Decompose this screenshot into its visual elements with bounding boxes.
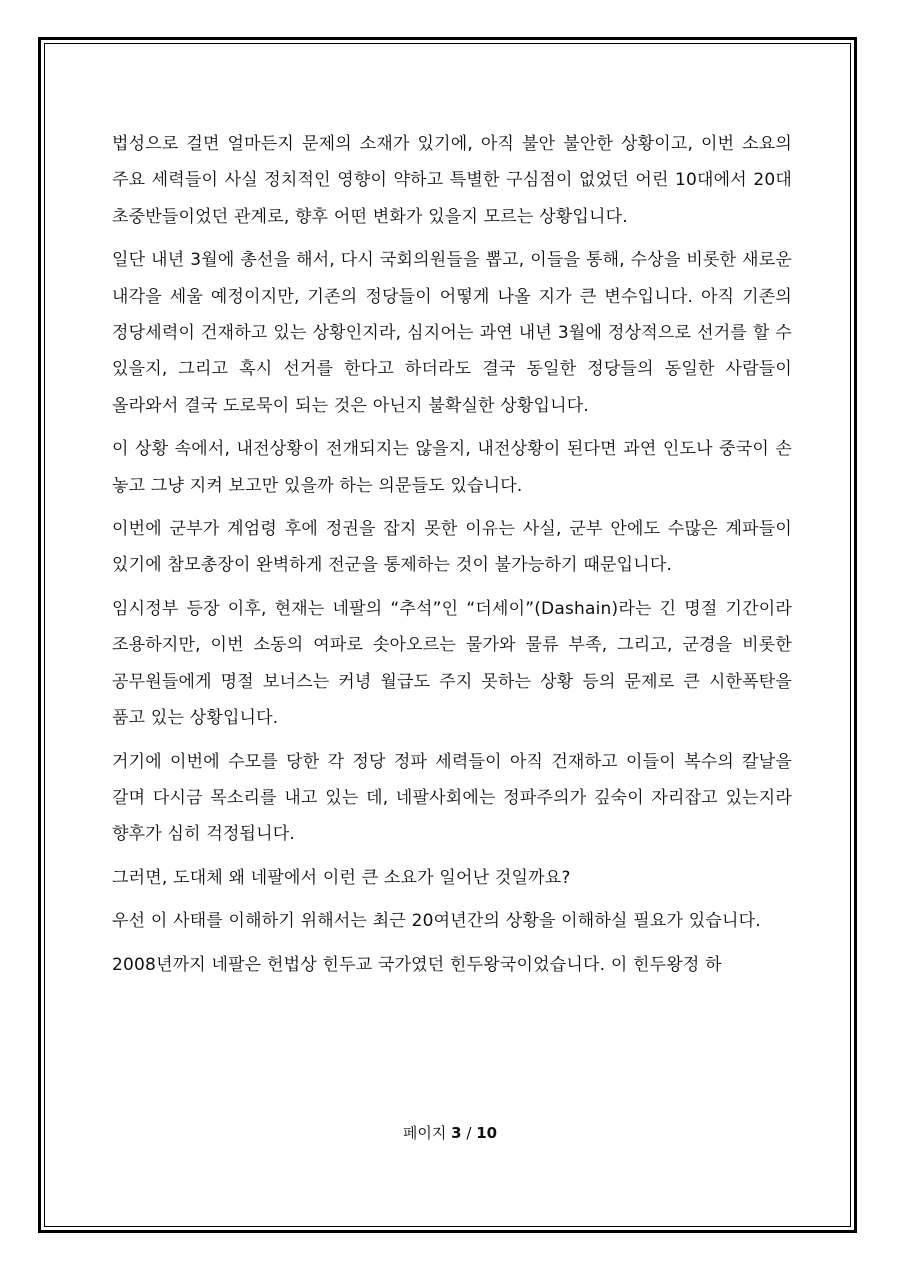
paragraph: 이번에 군부가 계엄령 후에 정권을 잡지 못한 이유는 사실, 군부 안에도 수많은 계파들이 있기에 참모총장이 완벽하게 전군을 통제하는 것이 불가능하기 때문입니다.: [112, 519, 792, 576]
page-number-total: 10: [476, 1124, 498, 1142]
paragraph: 그러면, 도대체 왜 네팔에서 이런 큰 소요가 일어난 것일까요?: [112, 867, 571, 888]
paragraph: 일단 내년 3월에 총선을 해서, 다시 국회의원들을 뽑고, 이들을 통해, 수상을 비롯한 새로운 내각을 세울 예정이지만, 기존의 정당들이 어떻게 나올 지가 큰 변수입니다. 아직 기존의 정당세력이 건재하고 있는 상황인지라, 심지어는 과연 내년 3월에 정상적으로 선거를 할 수 있을지, 그리고 혹시 선거를 한다고 하더라도 결국 동일한 정당들의 동일한 사람들이 올라와서 결국 도로묵이 되는 것은 아닌지 불확실한 상황입니다.: [112, 250, 792, 416]
paragraph: 거기에 이번에 수모를 당한 각 정당 정파 세력들이 아직 건재하고 이들이 복수의 칼날을 갈며 다시금 목소리를 내고 있는 데, 네팔사회에는 정파주의가 깊숙이 자리잡고 있는지라 향후가 심히 걱정됩니다.: [112, 751, 792, 845]
document-body: [112, 126, 792, 990]
paragraph: 2008년까지 네팔은 헌법상 힌두교 국가였던 힌두왕국이었습니다. 이 힌두왕정 하: [112, 954, 722, 975]
paragraph: 법성으로 걸면 얼마든지 문제의 소재가 있기에, 아직 불안 불안한 상황이고, 이번 소요의 주요 세력들이 사실 정치적인 영향이 약하고 특별한 구심점이 없었던 어린 10대에서 20대 초중반들이었던 관계로, 향후 어떤 변화가 있을지 모르는 상황입니다.: [112, 134, 792, 227]
page-number-prefix: 페이지: [402, 1124, 447, 1142]
page-number: [0, 1122, 900, 1143]
page-number-separator: /: [466, 1124, 472, 1142]
paragraph: 이 상황 속에서, 내전상황이 전개되지는 않을지, 내전상황이 된다면 과연 인도나 중국이 손 놓고 그냥 지켜 보고만 있을까 하는 의문들도 있습니다.: [112, 439, 792, 496]
paragraph: 임시정부 등장 이후, 현재는 네팔의 “추석”인 “더세이”(Dashain)라는 긴 명절 기간이라 조용하지만, 이번 소동의 여파로 솟아오르는 물가와 물류 부족, 그리고, 군경을 비롯한 공무원들에게 명절 보너스는 커녕 월급도 주지 못하는 상황 등의 문제로 큰 시한폭탄을 품고 있는 상황입니다.: [112, 598, 792, 729]
page-number-current: 3: [451, 1124, 462, 1142]
paragraph: 우선 이 사태를 이해하기 위해서는 최근 20여년간의 상황을 이해하실 필요가 있습니다.: [112, 911, 761, 932]
